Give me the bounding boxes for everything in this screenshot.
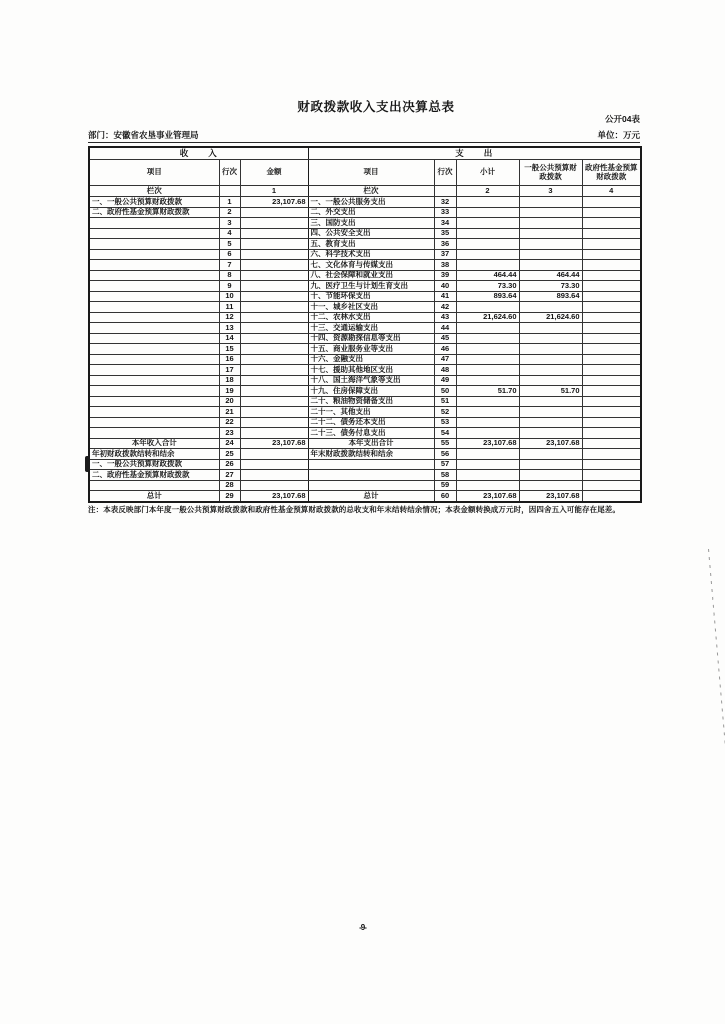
table-row	[89, 197, 641, 208]
expense-gov-fund-budget	[582, 480, 641, 491]
expense-gov-fund-budget	[582, 491, 641, 502]
expense-gov-fund-index: 4	[582, 186, 641, 197]
income-item	[89, 291, 219, 302]
expense-line-no: 41	[434, 291, 456, 302]
expense-gov-fund-budget	[582, 344, 641, 355]
expense-gov-fund-budget	[582, 407, 641, 418]
income-index-label: 栏次	[89, 186, 219, 197]
income-line-no: 17	[219, 365, 240, 376]
income-item: 年初财政拨款结转和结余	[89, 449, 219, 460]
table-meta-row	[88, 129, 640, 143]
expense-gov-fund-budget	[582, 260, 641, 271]
expense-item	[308, 470, 434, 481]
table-row	[89, 354, 641, 365]
table-row	[89, 302, 641, 313]
income-item	[89, 354, 219, 365]
expense-section-header: 支 出	[308, 147, 641, 160]
footnote: 注：本表反映部门本年度一般公共预算财政拨款和政府性基金预算财政拨款的总收支和年末结转结余情况；本表金额转换成万元时，因四舍五入可能存在尾差。	[88, 505, 620, 514]
income-item	[89, 407, 219, 418]
expense-subtotal: 21,624.60	[456, 312, 519, 323]
income-line-no: 28	[219, 480, 240, 491]
expense-subtotal	[456, 365, 519, 376]
expense-general-budget	[519, 207, 582, 218]
expense-general-budget: 51.70	[519, 386, 582, 397]
expense-general-budget	[519, 449, 582, 460]
unit-label: 单位：万元	[597, 130, 640, 140]
expense-item: 二十三、债务付息支出	[308, 428, 434, 439]
expense-line-no: 46	[434, 344, 456, 355]
expense-gov-fund-budget	[582, 312, 641, 323]
expense-gov-fund-budget	[582, 396, 641, 407]
expense-subtotal	[456, 344, 519, 355]
income-amount	[240, 480, 308, 491]
income-item	[89, 302, 219, 313]
table-row	[89, 323, 641, 334]
income-amount: 23,107.68	[240, 491, 308, 502]
income-line-no: 12	[219, 312, 240, 323]
expense-gov-fund-budget	[582, 207, 641, 218]
income-amount	[240, 260, 308, 271]
expense-line-no: 35	[434, 228, 456, 239]
expense-line-no: 39	[434, 270, 456, 281]
column-index-row	[89, 186, 641, 197]
expense-item: 六、科学技术支出	[308, 249, 434, 260]
expense-line-no: 53	[434, 417, 456, 428]
expense-general-budget	[519, 197, 582, 208]
expense-subtotal	[456, 333, 519, 344]
income-line-no: 2	[219, 207, 240, 218]
expense-general-budget	[519, 407, 582, 418]
table-row	[89, 291, 641, 302]
expense-subtotal	[456, 449, 519, 460]
income-line-no: 21	[219, 407, 240, 418]
expense-line-no: 38	[434, 260, 456, 271]
expense-subtotal	[456, 417, 519, 428]
section-header-row	[89, 147, 641, 160]
table-row	[89, 281, 641, 292]
income-amount: 23,107.68	[240, 438, 308, 449]
table-row	[89, 428, 641, 439]
table-row	[89, 438, 641, 449]
income-line-no: 27	[219, 470, 240, 481]
expense-gov-fund-budget	[582, 459, 641, 470]
expense-general-budget	[519, 375, 582, 386]
table-row	[89, 333, 641, 344]
expense-subtotal	[456, 197, 519, 208]
income-item: 二、政府性基金预算财政拨款	[89, 470, 219, 481]
expense-line-no: 52	[434, 407, 456, 418]
income-amount	[240, 449, 308, 460]
income-amount	[240, 459, 308, 470]
expense-subtotal	[456, 428, 519, 439]
expense-item: 十七、援助其他地区支出	[308, 365, 434, 376]
expense-subtotal: 73.30	[456, 281, 519, 292]
income-amount	[240, 207, 308, 218]
expense-subtotal: 23,107.68	[456, 491, 519, 502]
scan-artifact-dashed-line	[708, 549, 725, 806]
income-line-no: 6	[219, 249, 240, 260]
expense-gov-fund-budget	[582, 270, 641, 281]
expense-line-no: 45	[434, 333, 456, 344]
department-label: 部门：安徽省农垦事业管理局	[88, 130, 199, 140]
income-line-no: 9	[219, 281, 240, 292]
table-row	[89, 407, 641, 418]
expense-subtotal: 464.44	[456, 270, 519, 281]
income-amount	[240, 470, 308, 481]
table-row	[89, 239, 641, 250]
income-line-no: 22	[219, 417, 240, 428]
expense-general-index: 3	[519, 186, 582, 197]
expense-line-no: 33	[434, 207, 456, 218]
income-item	[89, 281, 219, 292]
income-amount	[240, 270, 308, 281]
expense-general-budget: 23,107.68	[519, 491, 582, 502]
income-amount-index: 1	[240, 186, 308, 197]
expense-line-no: 48	[434, 365, 456, 376]
expense-item: 八、社会保障和就业支出	[308, 270, 434, 281]
column-header-row	[89, 160, 641, 186]
expense-general-budget	[519, 239, 582, 250]
expense-index-blank	[434, 186, 456, 197]
income-item-header: 项目	[89, 160, 219, 186]
income-amount	[240, 323, 308, 334]
expense-item: 十九、住房保障支出	[308, 386, 434, 397]
expense-subtotal: 51.70	[456, 386, 519, 397]
income-item	[89, 386, 219, 397]
income-line-no: 26	[219, 459, 240, 470]
income-amount	[240, 218, 308, 229]
income-line-no: 10	[219, 291, 240, 302]
income-line-no: 5	[219, 239, 240, 250]
expense-gov-fund-budget	[582, 197, 641, 208]
expense-item: 七、文化体育与传媒支出	[308, 260, 434, 271]
expense-general-budget	[519, 260, 582, 271]
income-item	[89, 218, 219, 229]
expense-subtotal	[456, 228, 519, 239]
table-row	[89, 396, 641, 407]
income-item	[89, 239, 219, 250]
income-line-no: 29	[219, 491, 240, 502]
income-item	[89, 365, 219, 376]
income-amount: 23,107.68	[240, 197, 308, 208]
expense-general-budget	[519, 470, 582, 481]
income-line-no: 14	[219, 333, 240, 344]
table-row	[89, 480, 641, 491]
income-line-no: 13	[219, 323, 240, 334]
expense-item: 总计	[308, 491, 434, 502]
expense-item: 十、节能环保支出	[308, 291, 434, 302]
expense-gov-fund-budget	[582, 365, 641, 376]
income-item: 一、一般公共预算财政拨款	[89, 459, 219, 470]
income-amount	[240, 417, 308, 428]
income-item	[89, 428, 219, 439]
expense-gov-fund-budget	[582, 302, 641, 313]
income-item: 二、政府性基金预算财政拨款	[89, 207, 219, 218]
expense-item: 年末财政拨款结转和结余	[308, 449, 434, 460]
expense-item-header: 项目	[308, 160, 434, 186]
expense-line-no: 37	[434, 249, 456, 260]
expense-item: 二十、粮油物资储备支出	[308, 396, 434, 407]
expense-gov-fund-budget	[582, 428, 641, 439]
expense-line-no: 57	[434, 459, 456, 470]
expense-line-no: 58	[434, 470, 456, 481]
expense-general-budget	[519, 323, 582, 334]
expense-line-no: 51	[434, 396, 456, 407]
expense-item: 十三、交通运输支出	[308, 323, 434, 334]
expense-line-no: 59	[434, 480, 456, 491]
income-item: 本年收入合计	[89, 438, 219, 449]
expense-item: 二、外交支出	[308, 207, 434, 218]
expense-line-no: 56	[434, 449, 456, 460]
expense-line-no: 55	[434, 438, 456, 449]
expense-line-no: 40	[434, 281, 456, 292]
expense-line-no: 47	[434, 354, 456, 365]
income-item	[89, 333, 219, 344]
table-row	[89, 228, 641, 239]
table-row	[89, 449, 641, 460]
income-amount	[240, 281, 308, 292]
table-row	[89, 270, 641, 281]
expense-subtotal	[456, 218, 519, 229]
income-line-no: 1	[219, 197, 240, 208]
expense-item: 十一、城乡社区支出	[308, 302, 434, 313]
expense-general-budget	[519, 417, 582, 428]
table-row	[89, 491, 641, 502]
expense-general-budget	[519, 302, 582, 313]
expense-item: 十八、国土海洋气象等支出	[308, 375, 434, 386]
income-item	[89, 323, 219, 334]
expense-gov-fund-header: 政府性基金预算财政拨款	[582, 160, 641, 186]
income-amount	[240, 407, 308, 418]
expense-general-budget: 73.30	[519, 281, 582, 292]
income-amount	[240, 344, 308, 355]
table-row	[89, 386, 641, 397]
income-amount	[240, 312, 308, 323]
expense-gov-fund-budget	[582, 291, 641, 302]
expense-general-budget: 23,107.68	[519, 438, 582, 449]
income-amount-header: 金额	[240, 160, 308, 186]
expense-line-no: 50	[434, 386, 456, 397]
expense-general-budget	[519, 354, 582, 365]
expense-gov-fund-budget	[582, 239, 641, 250]
expense-item: 三、国防支出	[308, 218, 434, 229]
expense-subtotal	[456, 375, 519, 386]
expense-subtotal	[456, 302, 519, 313]
income-item	[89, 249, 219, 260]
table-row	[89, 470, 641, 481]
page-number: -9-	[359, 923, 366, 932]
income-amount	[240, 291, 308, 302]
expense-general-budget	[519, 228, 582, 239]
expense-gov-fund-budget	[582, 333, 641, 344]
income-line-no-header: 行次	[219, 160, 240, 186]
income-line-no: 24	[219, 438, 240, 449]
income-line-no: 18	[219, 375, 240, 386]
expense-item	[308, 459, 434, 470]
expense-general-budget	[519, 333, 582, 344]
income-line-no: 15	[219, 344, 240, 355]
expense-general-budget	[519, 218, 582, 229]
expense-subtotal	[456, 249, 519, 260]
expense-gov-fund-budget	[582, 249, 641, 260]
income-line-no: 11	[219, 302, 240, 313]
income-amount	[240, 396, 308, 407]
expense-general-budget	[519, 428, 582, 439]
expense-item: 本年支出合计	[308, 438, 434, 449]
income-line-no: 25	[219, 449, 240, 460]
income-item	[89, 344, 219, 355]
expense-general-budget	[519, 365, 582, 376]
income-item	[89, 260, 219, 271]
expense-subtotal	[456, 207, 519, 218]
expense-subtotal	[456, 396, 519, 407]
income-line-no: 19	[219, 386, 240, 397]
expense-item: 十六、金融支出	[308, 354, 434, 365]
expense-item: 四、公共安全支出	[308, 228, 434, 239]
income-amount	[240, 365, 308, 376]
income-amount	[240, 302, 308, 313]
income-amount	[240, 333, 308, 344]
expense-gov-fund-budget	[582, 354, 641, 365]
table-row	[89, 344, 641, 355]
expense-item	[308, 480, 434, 491]
table-row	[89, 365, 641, 376]
income-item	[89, 270, 219, 281]
expense-item: 一、一般公共服务支出	[308, 197, 434, 208]
expense-line-no: 42	[434, 302, 456, 313]
income-index-blank	[219, 186, 240, 197]
expense-gov-fund-budget	[582, 323, 641, 334]
expense-general-budget: 21,624.60	[519, 312, 582, 323]
table-row	[89, 218, 641, 229]
income-section-header: 收 入	[89, 147, 308, 160]
expense-subtotal: 23,107.68	[456, 438, 519, 449]
expense-subtotal-index: 2	[456, 186, 519, 197]
income-line-no: 7	[219, 260, 240, 271]
table-row	[89, 417, 641, 428]
expense-gov-fund-budget	[582, 438, 641, 449]
income-amount	[240, 239, 308, 250]
expense-general-budget	[519, 459, 582, 470]
page-title: 财政拨款收入支出决算总表	[297, 100, 455, 114]
table-body	[89, 197, 641, 502]
expense-subtotal	[456, 239, 519, 250]
expense-subtotal	[456, 323, 519, 334]
expense-subtotal	[456, 470, 519, 481]
expense-item: 九、医疗卫生与计划生育支出	[308, 281, 434, 292]
expense-index-label: 栏次	[308, 186, 434, 197]
income-item	[89, 396, 219, 407]
expense-item: 二十一、其他支出	[308, 407, 434, 418]
income-amount	[240, 386, 308, 397]
table-row	[89, 312, 641, 323]
expense-subtotal	[456, 260, 519, 271]
income-amount	[240, 354, 308, 365]
table-row	[89, 249, 641, 260]
expense-general-budget	[519, 344, 582, 355]
income-amount	[240, 428, 308, 439]
income-amount	[240, 375, 308, 386]
expense-gov-fund-budget	[582, 470, 641, 481]
expense-line-no: 49	[434, 375, 456, 386]
income-amount	[240, 228, 308, 239]
expense-line-no: 32	[434, 197, 456, 208]
income-line-no: 3	[219, 218, 240, 229]
income-line-no: 8	[219, 270, 240, 281]
expense-line-no: 43	[434, 312, 456, 323]
table-row	[89, 207, 641, 218]
expense-subtotal	[456, 354, 519, 365]
expense-gov-fund-budget	[582, 375, 641, 386]
income-line-no: 4	[219, 228, 240, 239]
expense-subtotal	[456, 407, 519, 418]
form-code-label: 公开04表	[605, 114, 640, 124]
expense-general-budget: 893.64	[519, 291, 582, 302]
income-item	[89, 480, 219, 491]
expense-line-no: 44	[434, 323, 456, 334]
expense-line-no-header: 行次	[434, 160, 456, 186]
expense-subtotal: 893.64	[456, 291, 519, 302]
expense-subtotal	[456, 459, 519, 470]
expense-general-budget	[519, 249, 582, 260]
expense-general-budget: 464.44	[519, 270, 582, 281]
fiscal-appropriation-table	[88, 146, 642, 503]
income-item: 总计	[89, 491, 219, 502]
expense-line-no: 34	[434, 218, 456, 229]
expense-gov-fund-budget	[582, 218, 641, 229]
income-item	[89, 417, 219, 428]
income-item	[89, 375, 219, 386]
income-line-no: 16	[219, 354, 240, 365]
expense-subtotal-header: 小计	[456, 160, 519, 186]
income-line-no: 20	[219, 396, 240, 407]
expense-gov-fund-budget	[582, 417, 641, 428]
income-item	[89, 312, 219, 323]
table-row	[89, 260, 641, 271]
income-line-no: 23	[219, 428, 240, 439]
expense-subtotal	[456, 480, 519, 491]
expense-item: 十五、商业服务业等支出	[308, 344, 434, 355]
expense-general-budget	[519, 480, 582, 491]
table-row	[89, 459, 641, 470]
expense-gov-fund-budget	[582, 281, 641, 292]
expense-item: 十四、资源勘探信息等支出	[308, 333, 434, 344]
income-amount	[240, 249, 308, 260]
expense-item: 五、教育支出	[308, 239, 434, 250]
expense-gov-fund-budget	[582, 449, 641, 460]
expense-general-budget	[519, 396, 582, 407]
scan-artifact-ink-blob	[85, 456, 90, 472]
income-item: 一、一般公共预算财政拨款	[89, 197, 219, 208]
expense-line-no: 60	[434, 491, 456, 502]
expense-item: 二十二、债务还本支出	[308, 417, 434, 428]
expense-line-no: 54	[434, 428, 456, 439]
table-row	[89, 375, 641, 386]
expense-gov-fund-budget	[582, 386, 641, 397]
income-item	[89, 228, 219, 239]
expense-gov-fund-budget	[582, 228, 641, 239]
expense-item: 十二、农林水支出	[308, 312, 434, 323]
expense-line-no: 36	[434, 239, 456, 250]
expense-general-budget-header: 一般公共预算财政拨款	[519, 160, 582, 186]
